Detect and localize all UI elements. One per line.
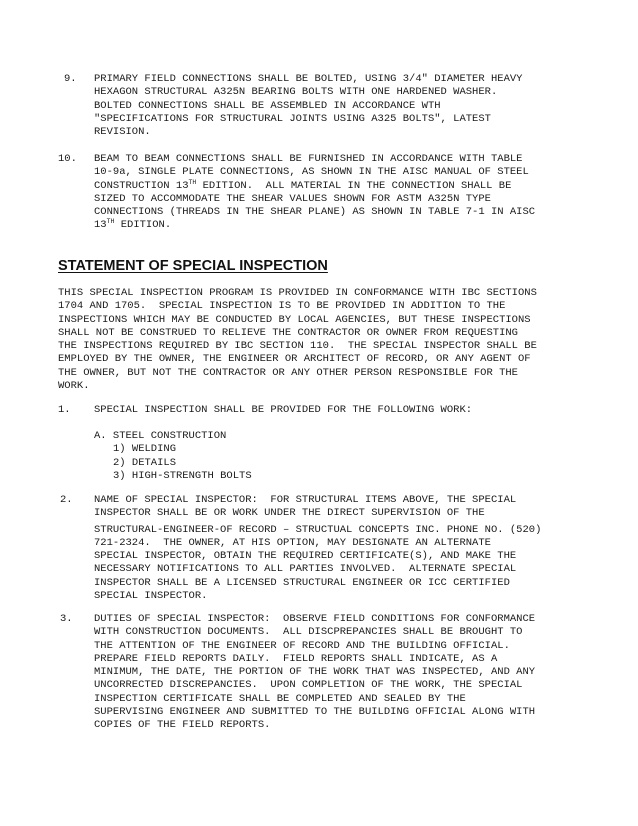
- text-line: SPECIAL INSPECTOR, OBTAIN THE REQUIRED CERTIFICATE(S), AND MAKE THE: [94, 550, 517, 563]
- text-line: SHALL NOT BE CONSTRUED TO RELIEVE THE CONTRACTOR OR OWNER FROM REQUESTING: [58, 326, 518, 339]
- list-item: 1) WELDING: [113, 443, 177, 456]
- text-line: NECESSARY NOTIFICATIONS TO ALL PARTIES INVOLVED. ALTERNATE SPECIAL: [94, 563, 517, 576]
- item-number: 10.: [58, 153, 77, 165]
- text-line: NAME OF SPECIAL INSPECTOR: FOR STRUCTURAL ITEMS ABOVE, THE SPECIAL: [94, 494, 517, 506]
- text-line: INSPECTIONS WHICH MAY BE CONDUCTED BY LOCAL AGENCIES, BUT THESE INSPECTIONS: [58, 313, 531, 326]
- item-number: 9.: [64, 73, 77, 85]
- text-line: "SPECIFICATIONS FOR STRUCTURAL JOINTS USING A325 BOLTS", LATEST: [94, 112, 491, 125]
- text-fragment: CONSTRUCTION 13: [94, 179, 189, 192]
- text-line: SIZED TO ACCOMMODATE THE SHEAR VALUES SHOWN FOR ASTM A325N TYPE: [94, 192, 491, 205]
- text-line: HEXAGON STRUCTURAL A325N BEARING BOLTS WITH ONE HARDENED WASHER.: [94, 86, 498, 99]
- note-item-9-text: [94, 73, 522, 139]
- text-line: 721-2324. THE OWNER, AT HIS OPTION, MAY DESIGNATE AN ALTERNATE: [94, 536, 491, 549]
- inspection-item-3-text: [94, 613, 535, 733]
- text-line: THE INSPECTIONS REQUIRED BY IBC SECTION 110. THE SPECIAL INSPECTOR SHALL BE: [58, 340, 537, 353]
- note-item-10-text: [94, 153, 535, 233]
- text-line: INSPECTION CERTIFICATE SHALL BE COMPLETED AND SEALED BY THE: [94, 692, 466, 705]
- text-line: BEAM TO BEAM CONNECTIONS SHALL BE FURNISHED IN ACCORDANCE WITH TABLE: [94, 153, 523, 165]
- sub-heading: A. STEEL CONSTRUCTION: [94, 430, 227, 442]
- text-line: MINIMUM, THE DATE, THE PORTION OF THE WORK THAT WAS INSPECTED, AND ANY: [94, 666, 536, 679]
- item-number: 3.: [60, 613, 73, 625]
- text-line: 10-9a, SINGLE PLATE CONNECTIONS, AS SHOWN IN THE AISC MANUAL OF STEEL: [94, 166, 529, 179]
- text-fragment: 13: [94, 219, 107, 232]
- text-line: STRUCTURAL-ENGINEER-OF RECORD – STRUCTUAL CONCEPTS INC. PHONE NO. (520): [94, 523, 542, 536]
- item-number: 2.: [60, 494, 73, 506]
- superscript: TH: [188, 178, 197, 186]
- text-line: WITH CONSTRUCTION DOCUMENTS. ALL DISCPREPANCIES SHALL BE BROUGHT TO: [94, 626, 523, 639]
- text-line: THE OWNER, BUT NOT THE CONTRACTOR OR ANY OTHER PERSON RESPONSIBLE FOR THE: [58, 366, 518, 379]
- text-line: SPECIAL INSPECTOR.: [94, 590, 208, 603]
- list-item: 3) HIGH-STRENGTH BOLTS: [113, 469, 252, 482]
- text-line: PREPARE FIELD REPORTS DAILY. FIELD REPORTS SHALL INDICATE, AS A: [94, 652, 498, 665]
- text-line: REVISION.: [94, 126, 151, 139]
- superscript: TH: [106, 218, 115, 226]
- text-line: INSPECTOR SHALL BE A LICENSED STRUCTURAL ENGINEER OR ICC CERTIFIED: [94, 576, 510, 589]
- text-line: [94, 180, 535, 193]
- text-line: UNCORRECTED DISCREPANCIES. UPON COMPLETION OF THE WORK, THE SPECIAL: [94, 679, 523, 692]
- list-item: 2) DETAILS: [113, 456, 177, 469]
- text-fragment: EDITION. ALL MATERIAL IN THE CONNECTION SHALL BE: [196, 179, 512, 192]
- text-line: INSPECTOR SHALL BE OR WORK UNDER THE DIRECT SUPERVISION OF THE: [94, 507, 485, 520]
- text-line: BOLTED CONNECTIONS SHALL BE ASSEMBLED IN ACCORDANCE WTH: [94, 99, 441, 112]
- text-line: PRIMARY FIELD CONNECTIONS SHALL BE BOLTED, USING 3/4" DIAMETER HEAVY: [94, 73, 523, 85]
- text-line: THIS SPECIAL INSPECTION PROGRAM IS PROVIDED IN CONFORMANCE WITH IBC SECTIONS: [58, 287, 537, 299]
- text-line: THE ATTENTION OF THE ENGINEER OF RECORD AND THE BUILDING OFFICIAL.: [94, 639, 510, 652]
- text-line: WORK.: [58, 380, 90, 393]
- text-fragment: EDITION.: [114, 219, 172, 232]
- text-line: COPIES OF THE FIELD REPORTS.: [94, 719, 271, 732]
- inspection-item-2-text: [94, 494, 541, 603]
- text-line: [94, 219, 535, 232]
- section-heading: STATEMENT OF SPECIAL INSPECTION: [58, 258, 328, 274]
- text-line: EMPLOYED BY THE OWNER, THE ENGINEER OR ARCHITECT OF RECORD, OR ANY AGENT OF: [58, 353, 531, 366]
- text-line: SUPERVISING ENGINEER AND SUBMITTED TO THE BUILDING OFFICIAL ALONG WITH: [94, 706, 536, 719]
- intro-paragraph: [58, 287, 537, 393]
- steel-construction-list: [94, 430, 252, 483]
- text-line: CONNECTIONS (THREADS IN THE SHEAR PLANE) AS SHOWN IN TABLE 7-1 IN AISC: [94, 206, 536, 219]
- inspection-item-1-text: [94, 404, 472, 417]
- text-line: 1704 AND 1705. SPECIAL INSPECTION IS TO BE PROVIDED IN ADDITION TO THE: [58, 300, 506, 313]
- text-line: SPECIAL INSPECTION SHALL BE PROVIDED FOR THE FOLLOWING WORK:: [94, 404, 473, 416]
- text-line: DUTIES OF SPECIAL INSPECTOR: OBSERVE FIELD CONDITIONS FOR CONFORMANCE: [94, 613, 536, 625]
- item-number: 1.: [58, 404, 71, 416]
